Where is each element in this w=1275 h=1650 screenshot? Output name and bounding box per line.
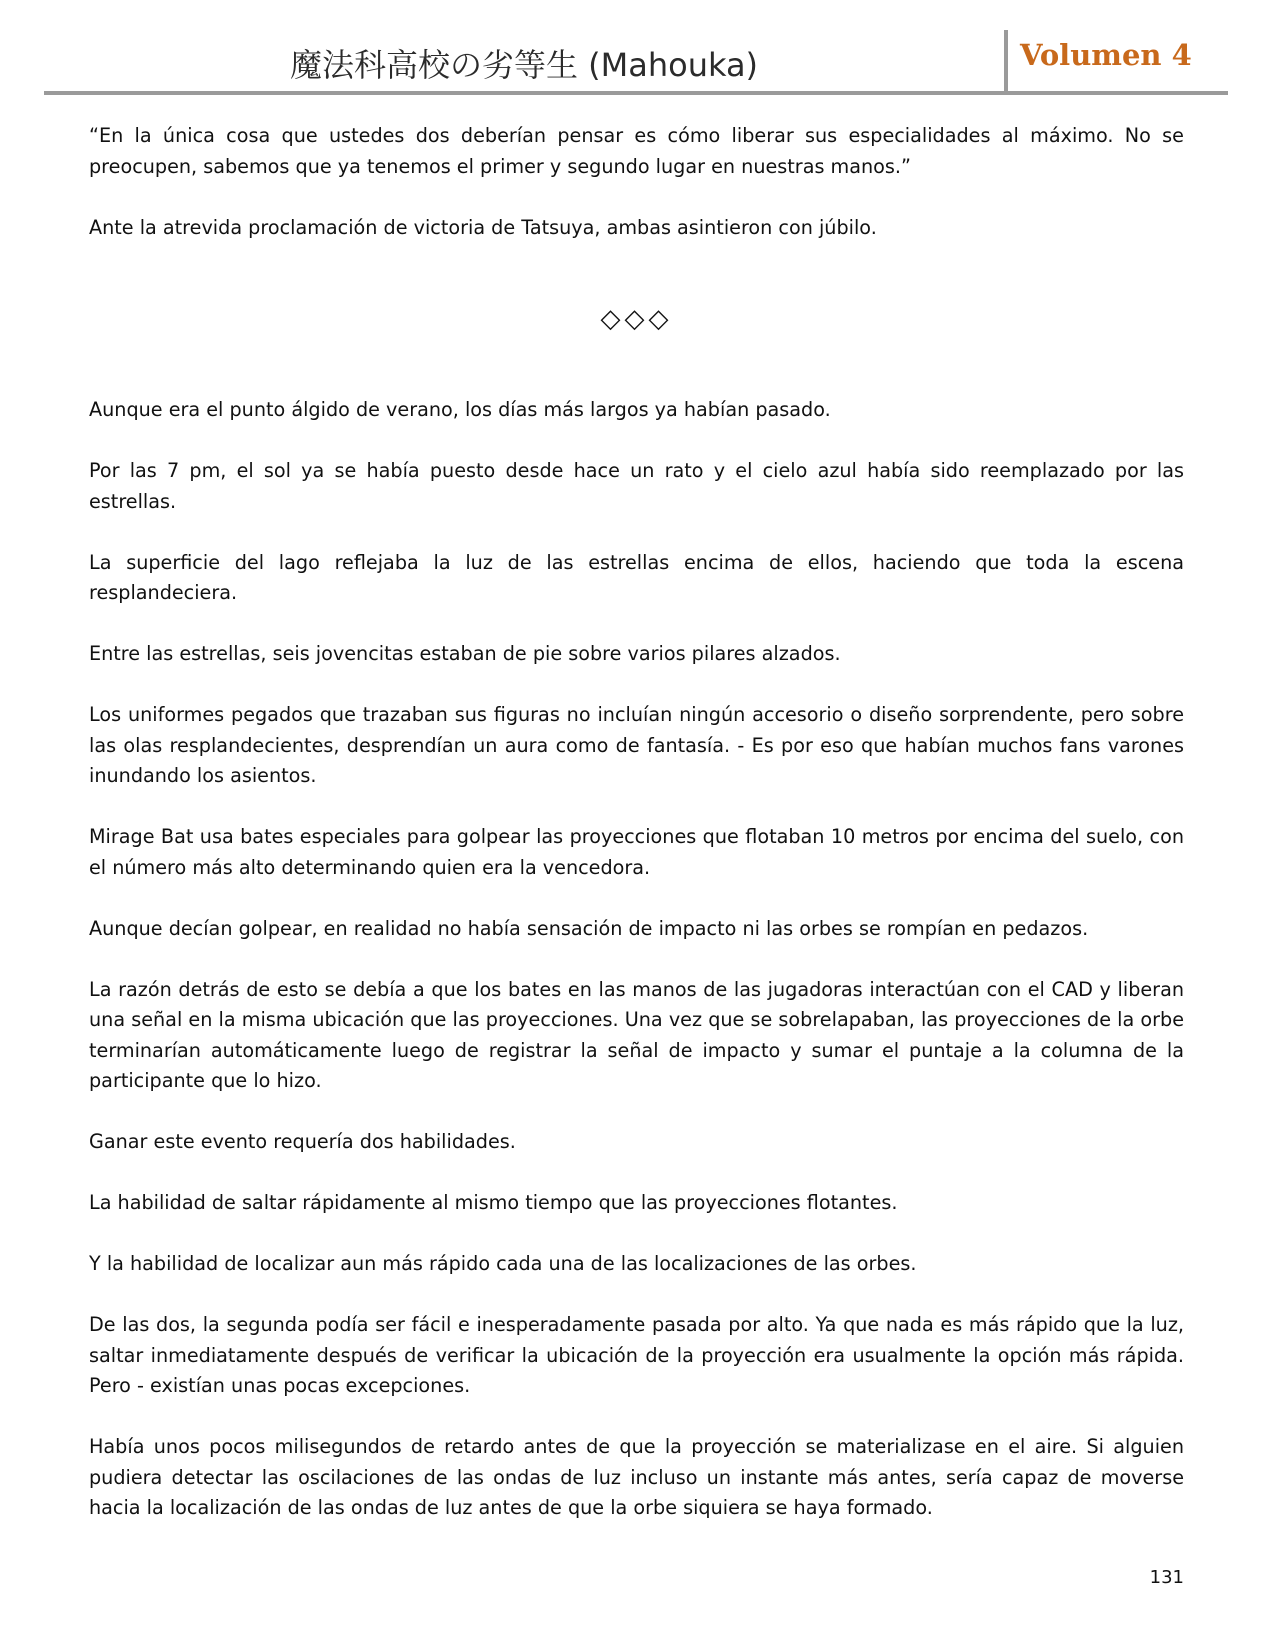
page-header [44, 28, 1228, 94]
book-title: 魔法科高校の劣等生 (Mahouka) [289, 46, 759, 84]
paragraph: Ganar este evento requería dos habilidades. [89, 1130, 516, 1153]
paragraph: Mirage Bat usa bates especiales para golpear las proyecciones que flotaban 10 metros por encima del suelo, con el número más alto determinando quien era la vencedora. [89, 825, 1184, 879]
page-number: 131 [1149, 1567, 1184, 1588]
paragraph: Aunque decían golpear, en realidad no había sensación de impacto ni las orbes se rompían en pedazos. [89, 916, 1089, 940]
paragraph: Los uniformes pegados que trazaban sus figuras no incluían ningún accesorio o diseño sorprendente, pero sobre las olas resplandecientes, desprendían un aura como de fantasía. - Es por eso que habían muchos fans varones inundando los asientos. [89, 703, 1184, 787]
paragraph: De las dos, la segunda podía ser fácil e inesperadamente pasada por alto. Ya que nada es más rápido que la luz, saltar inmediatamente después de verificar la ubicación de la proyección era usualmente la opción más rápida. Pero - existían unas pocas excepciones. [89, 1313, 1184, 1397]
header-rule [44, 91, 1228, 95]
volume-label: Volumen 4 [1020, 38, 1192, 72]
paragraph: La superficie del lago reflejaba la luz de las estrellas encima de ellos, haciendo que toda la escena resplandeciera. [89, 550, 1184, 604]
paragraph: Y la habilidad de localizar aun más rápido cada una de las localizaciones de las orbes. [89, 1252, 917, 1275]
paragraph: “En la única cosa que ustedes dos deberían pensar es cómo liberar sus especialidades al máximo. No se preocupen, sabemos que ya tenemos el primer y segundo lugar en nuestras manos.” [89, 124, 1184, 178]
paragraph: Ante la atrevida proclamación de victoria de Tatsuya, ambas asintieron con júbilo. [89, 215, 877, 239]
scene-break-separator: ◇◇◇ [600, 303, 673, 334]
page-content [89, 121, 1184, 1554]
paragraph: Por las 7 pm, el sol ya se había puesto desde hace un rato y el cielo azul había sido reemplazado por las estrellas. [89, 459, 1184, 513]
header-divider [1004, 30, 1008, 92]
paragraph: Entre las estrellas, seis jovencitas estaban de pie sobre varios pilares alzados. [89, 642, 841, 665]
paragraph: La habilidad de saltar rápidamente al mismo tiempo que las proyecciones flotantes. [89, 1191, 898, 1214]
paragraph: Había unos pocos milisegundos de retardo antes de que la proyección se materializase en el aire. Si alguien pudiera detectar las oscilaciones de las ondas de luz incluso un instante más antes, sería capaz de moverse hacia la localización de las ondas de luz antes de que la orbe siquiera se haya formado. [89, 1435, 1184, 1519]
paragraph: La razón detrás de esto se debía a que los bates en las manos de las jugadoras interactúan con el CAD y liberan una señal en la misma ubicación que las proyecciones. Una vez que se sobrelapaban, las proyecciones de la orbe terminarían automáticamente luego de registrar la señal de impacto y sumar el puntaje a la columna de la participante que lo hizo. [89, 977, 1184, 1092]
paragraph: Aunque era el punto álgido de verano, los días más largos ya habían pasado. [89, 398, 831, 421]
